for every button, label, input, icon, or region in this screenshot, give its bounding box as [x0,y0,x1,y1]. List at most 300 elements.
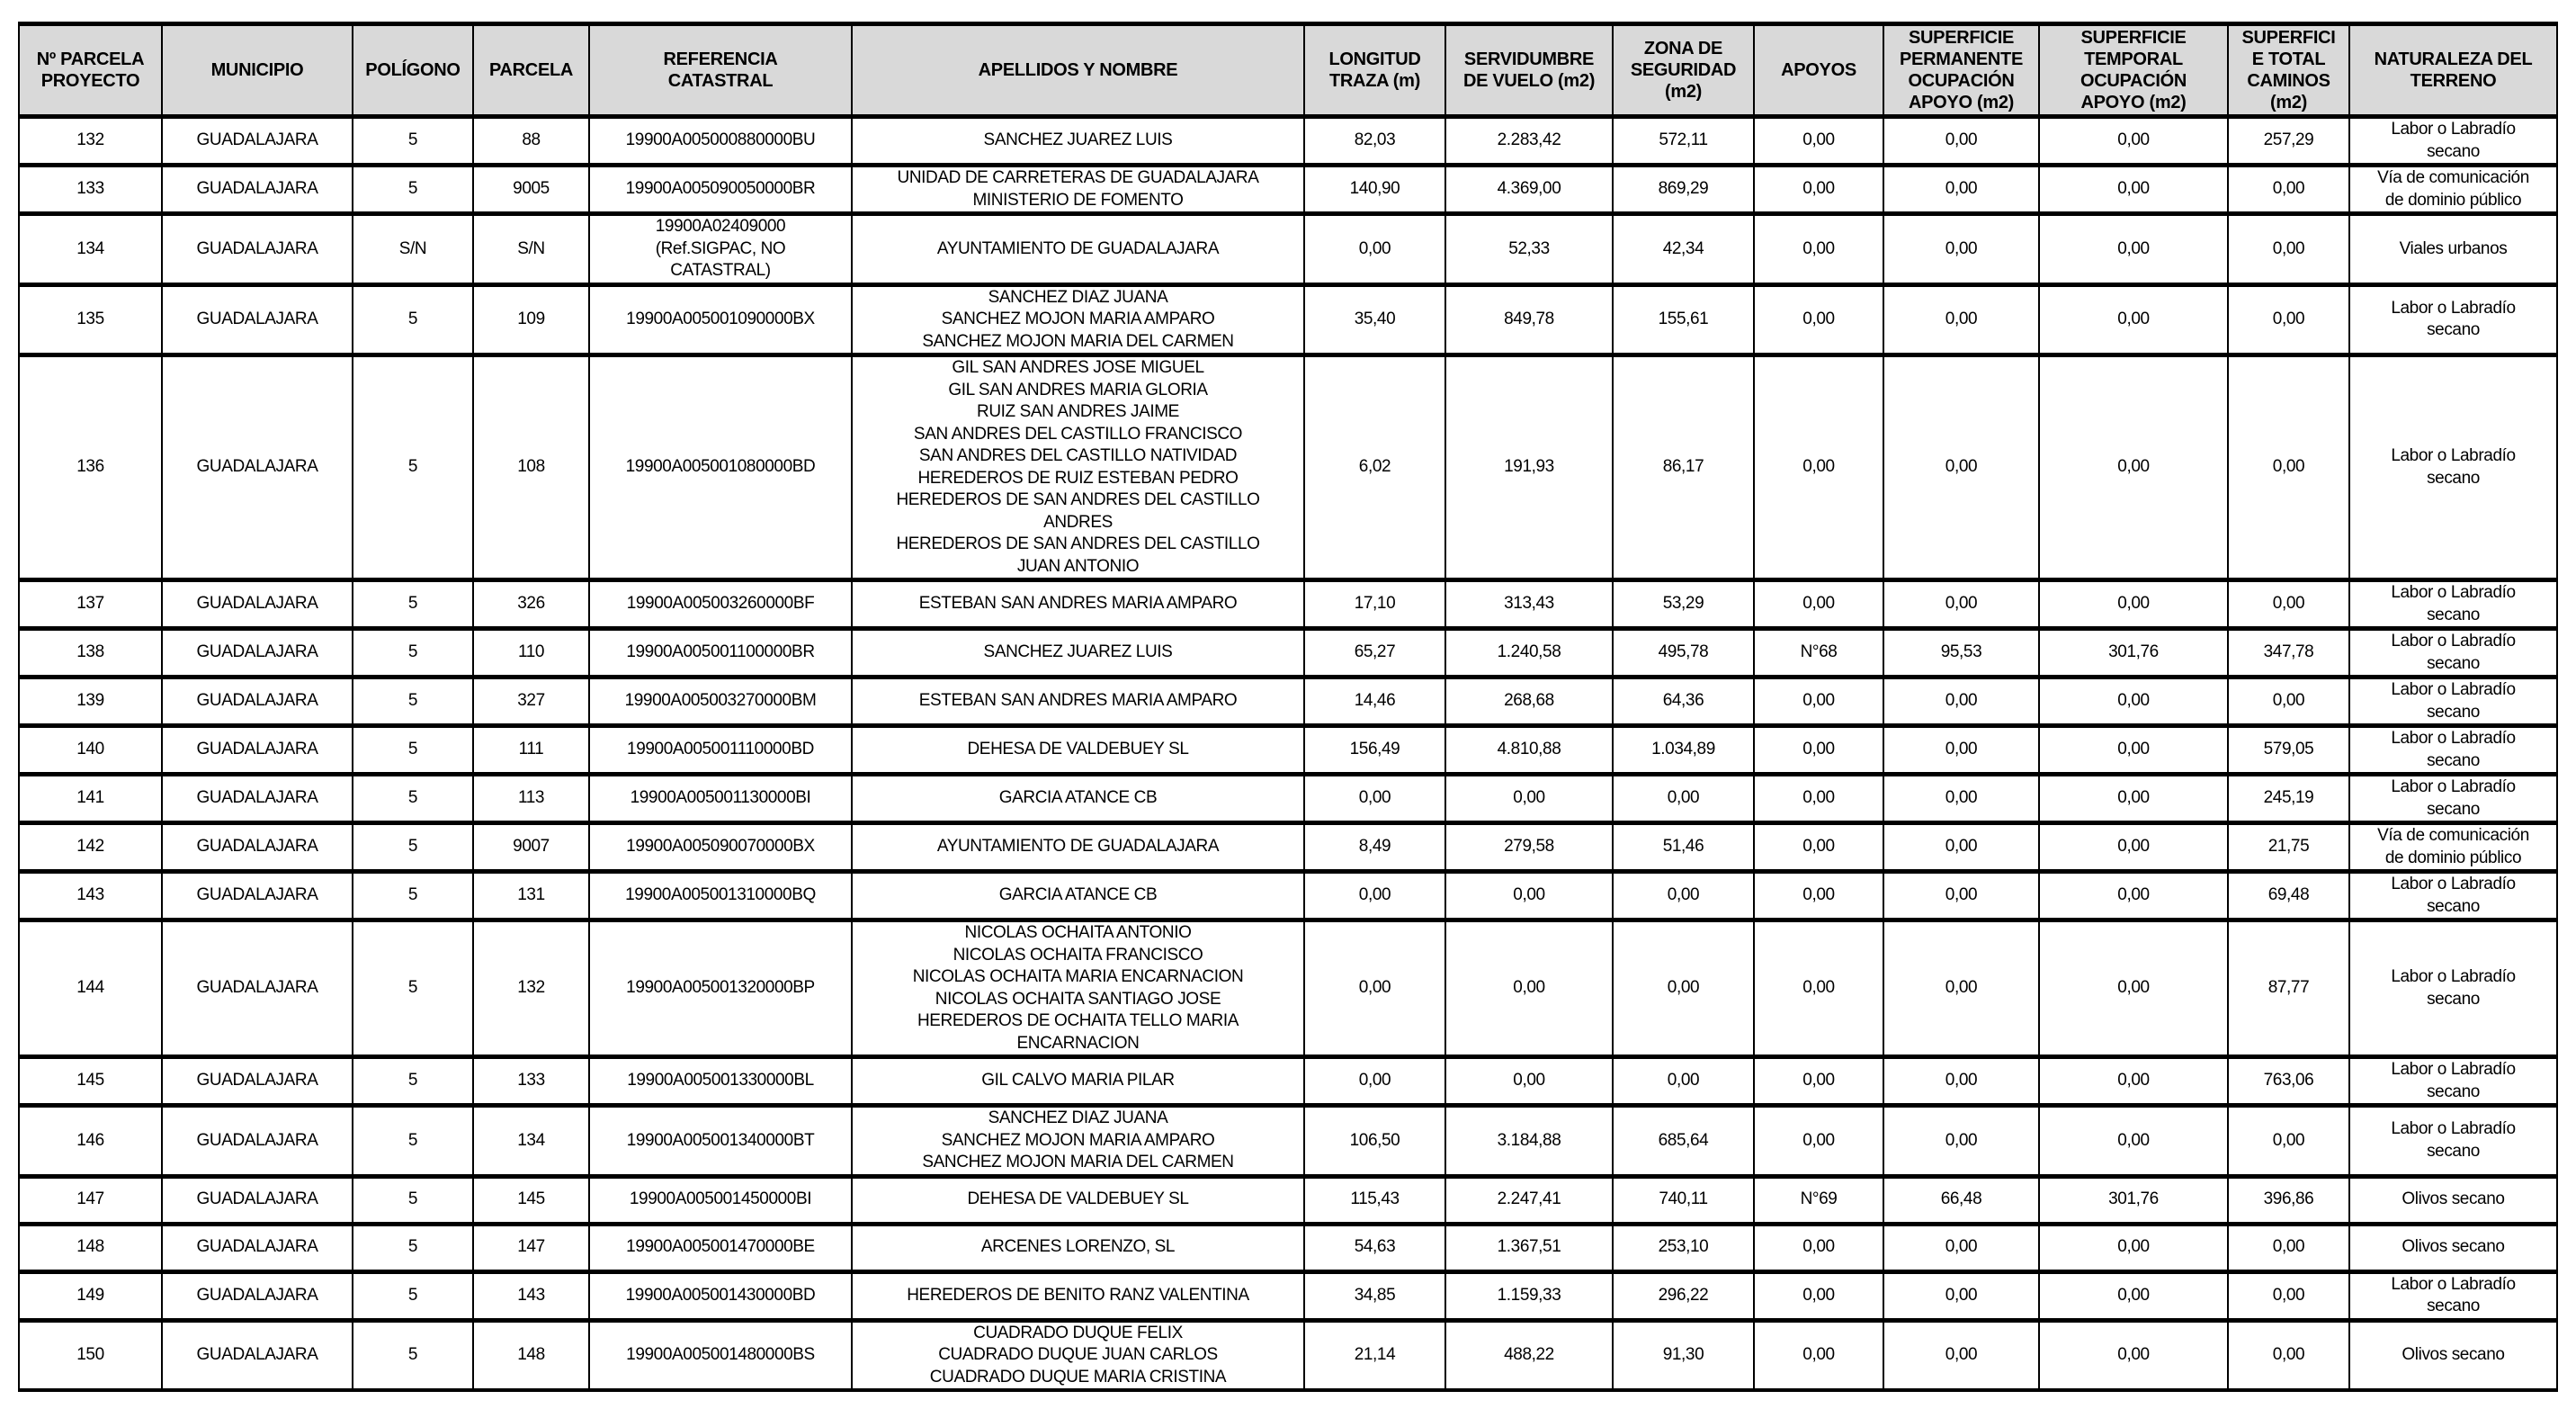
cell-zona-seguridad: 0,00 [1613,775,1754,823]
cell-apoyos: N°68 [1754,629,1883,678]
cell-servidumbre-vuelo: 1.367,51 [1445,1224,1613,1271]
cell-superficie-permanente: 0,00 [1883,166,2039,214]
table-row [19,1057,2557,1106]
parcel-table [18,22,2558,1392]
cell-municipio: GUADALAJARA [162,166,353,214]
cell-parcela: 147 [473,1224,589,1271]
cell-zona-seguridad: 53,29 [1613,580,1754,629]
cell-naturaleza-terreno: Labor o Labradío secano [2349,580,2557,629]
cell-zona-seguridad: 495,78 [1613,629,1754,678]
cell-naturaleza-terreno: Vía de comunicación de dominio público [2349,166,2557,214]
cell-apellidos-nombre: HEREDEROS DE BENITO RANZ VALENTINA [852,1271,1304,1320]
cell-parcela-proyecto: 149 [19,1271,162,1320]
cell-municipio: GUADALAJARA [162,823,353,872]
header-parcela-proyecto: Nº PARCELA PROYECTO [19,24,162,117]
cell-longitud-traza: 82,03 [1304,117,1445,166]
cell-superficie-temporal: 0,00 [2039,1320,2228,1390]
cell-apoyos: 0,00 [1754,117,1883,166]
cell-poligono: 5 [353,1176,473,1224]
table-row [19,775,2557,823]
cell-servidumbre-vuelo: 488,22 [1445,1320,1613,1390]
cell-referencia-catastral: 19900A005090070000BX [589,823,852,872]
cell-municipio: GUADALAJARA [162,1320,353,1390]
cell-parcela-proyecto: 137 [19,580,162,629]
cell-parcela: 145 [473,1176,589,1224]
cell-superficie-temporal: 0,00 [2039,1106,2228,1177]
cell-parcela-proyecto: 138 [19,629,162,678]
cell-superficie-permanente: 0,00 [1883,1320,2039,1390]
cell-servidumbre-vuelo: 191,93 [1445,355,1613,580]
cell-superficie-total-caminos: 0,00 [2228,214,2349,285]
table-row [19,823,2557,872]
header-poligono: POLÍGONO [353,24,473,117]
table-row [19,726,2557,775]
cell-parcela: 9005 [473,166,589,214]
cell-apoyos: 0,00 [1754,1106,1883,1177]
header-naturaleza-terreno: NATURALEZA DEL TERRENO [2349,24,2557,117]
cell-referencia-catastral: 19900A005001310000BQ [589,872,852,920]
cell-zona-seguridad: 1.034,89 [1613,726,1754,775]
cell-superficie-permanente: 0,00 [1883,823,2039,872]
cell-zona-seguridad: 869,29 [1613,166,1754,214]
cell-apellidos-nombre: GARCIA ATANCE CB [852,872,1304,920]
table-row [19,1176,2557,1224]
cell-servidumbre-vuelo: 2.283,42 [1445,117,1613,166]
cell-superficie-total-caminos: 87,77 [2228,920,2349,1057]
cell-parcela-proyecto: 132 [19,117,162,166]
cell-municipio: GUADALAJARA [162,1224,353,1271]
cell-parcela: 148 [473,1320,589,1390]
cell-superficie-total-caminos: 0,00 [2228,678,2349,726]
table-row [19,580,2557,629]
cell-naturaleza-terreno: Labor o Labradío secano [2349,1057,2557,1106]
cell-superficie-permanente: 0,00 [1883,1057,2039,1106]
cell-superficie-temporal: 301,76 [2039,629,2228,678]
cell-zona-seguridad: 155,61 [1613,284,1754,355]
cell-apellidos-nombre: ESTEBAN SAN ANDRES MARIA AMPARO [852,580,1304,629]
cell-apellidos-nombre: SANCHEZ DIAZ JUANA SANCHEZ MOJON MARIA AMPARO SANCHEZ MOJON MARIA DEL CARMEN [852,1106,1304,1177]
cell-poligono: 5 [353,166,473,214]
cell-servidumbre-vuelo: 1.240,58 [1445,629,1613,678]
cell-superficie-total-caminos: 579,05 [2228,726,2349,775]
cell-naturaleza-terreno: Labor o Labradío secano [2349,1106,2557,1177]
cell-parcela: 132 [473,920,589,1057]
cell-parcela: S/N [473,214,589,285]
cell-longitud-traza: 34,85 [1304,1271,1445,1320]
cell-apoyos: 0,00 [1754,580,1883,629]
cell-poligono: 5 [353,1106,473,1177]
cell-poligono: 5 [353,726,473,775]
cell-poligono: 5 [353,823,473,872]
cell-naturaleza-terreno: Labor o Labradío secano [2349,775,2557,823]
cell-parcela: 108 [473,355,589,580]
table-body [19,117,2557,1391]
cell-superficie-temporal: 0,00 [2039,823,2228,872]
cell-parcela: 9007 [473,823,589,872]
cell-superficie-permanente: 0,00 [1883,775,2039,823]
cell-parcela-proyecto: 147 [19,1176,162,1224]
table-row [19,678,2557,726]
cell-servidumbre-vuelo: 0,00 [1445,872,1613,920]
cell-superficie-total-caminos: 257,29 [2228,117,2349,166]
table-row [19,1320,2557,1390]
cell-servidumbre-vuelo: 268,68 [1445,678,1613,726]
cell-referencia-catastral: 19900A005001110000BD [589,726,852,775]
cell-apellidos-nombre: AYUNTAMIENTO DE GUADALAJARA [852,214,1304,285]
cell-naturaleza-terreno: Labor o Labradío secano [2349,872,2557,920]
cell-superficie-total-caminos: 69,48 [2228,872,2349,920]
cell-servidumbre-vuelo: 52,33 [1445,214,1613,285]
header-superficie-total-caminos: SUPERFICI E TOTAL CAMINOS (m2) [2228,24,2349,117]
cell-apoyos: 0,00 [1754,166,1883,214]
cell-naturaleza-terreno: Labor o Labradío secano [2349,629,2557,678]
cell-apoyos: 0,00 [1754,214,1883,285]
cell-naturaleza-terreno: Labor o Labradío secano [2349,117,2557,166]
cell-referencia-catastral: 19900A005001100000BR [589,629,852,678]
cell-parcela-proyecto: 143 [19,872,162,920]
cell-municipio: GUADALAJARA [162,1271,353,1320]
cell-referencia-catastral: 19900A005003260000BF [589,580,852,629]
cell-municipio: GUADALAJARA [162,117,353,166]
cell-poligono: 5 [353,1271,473,1320]
cell-poligono: 5 [353,117,473,166]
cell-longitud-traza: 140,90 [1304,166,1445,214]
cell-apoyos: 0,00 [1754,284,1883,355]
cell-poligono: 5 [353,629,473,678]
cell-parcela-proyecto: 146 [19,1106,162,1177]
cell-superficie-temporal: 0,00 [2039,1057,2228,1106]
cell-referencia-catastral: 19900A005000880000BU [589,117,852,166]
cell-parcela-proyecto: 140 [19,726,162,775]
cell-superficie-temporal: 0,00 [2039,1224,2228,1271]
cell-superficie-permanente: 0,00 [1883,580,2039,629]
cell-zona-seguridad: 0,00 [1613,872,1754,920]
cell-parcela-proyecto: 148 [19,1224,162,1271]
cell-superficie-temporal: 0,00 [2039,355,2228,580]
cell-apellidos-nombre: UNIDAD DE CARRETERAS DE GUADALAJARA MINISTERIO DE FOMENTO [852,166,1304,214]
cell-zona-seguridad: 253,10 [1613,1224,1754,1271]
cell-longitud-traza: 156,49 [1304,726,1445,775]
cell-longitud-traza: 54,63 [1304,1224,1445,1271]
cell-longitud-traza: 14,46 [1304,678,1445,726]
cell-poligono: 5 [353,872,473,920]
cell-apellidos-nombre: GARCIA ATANCE CB [852,775,1304,823]
cell-apellidos-nombre: AYUNTAMIENTO DE GUADALAJARA [852,823,1304,872]
cell-zona-seguridad: 0,00 [1613,920,1754,1057]
cell-parcela-proyecto: 144 [19,920,162,1057]
cell-naturaleza-terreno: Labor o Labradío secano [2349,920,2557,1057]
cell-referencia-catastral: 19900A005003270000BM [589,678,852,726]
cell-parcela: 111 [473,726,589,775]
cell-superficie-permanente: 66,48 [1883,1176,2039,1224]
cell-referencia-catastral: 19900A005001080000BD [589,355,852,580]
cell-naturaleza-terreno: Labor o Labradío secano [2349,355,2557,580]
cell-parcela-proyecto: 145 [19,1057,162,1106]
cell-longitud-traza: 17,10 [1304,580,1445,629]
cell-superficie-total-caminos: 245,19 [2228,775,2349,823]
cell-apellidos-nombre: DEHESA DE VALDEBUEY SL [852,1176,1304,1224]
cell-naturaleza-terreno: Labor o Labradío secano [2349,678,2557,726]
cell-servidumbre-vuelo: 279,58 [1445,823,1613,872]
cell-parcela: 113 [473,775,589,823]
cell-superficie-permanente: 0,00 [1883,355,2039,580]
cell-apellidos-nombre: GIL CALVO MARIA PILAR [852,1057,1304,1106]
cell-referencia-catastral: 19900A005001430000BD [589,1271,852,1320]
cell-municipio: GUADALAJARA [162,284,353,355]
cell-superficie-total-caminos: 0,00 [2228,1224,2349,1271]
cell-naturaleza-terreno: Labor o Labradío secano [2349,726,2557,775]
cell-naturaleza-terreno: Olivos secano [2349,1224,2557,1271]
cell-superficie-temporal: 0,00 [2039,214,2228,285]
header-referencia-catastral: REFERENCIA CATASTRAL [589,24,852,117]
cell-superficie-permanente: 0,00 [1883,726,2039,775]
cell-parcela: 134 [473,1106,589,1177]
header-superficie-permanente: SUPERFICIE PERMANENTE OCUPACIÓN APOYO (m2) [1883,24,2039,117]
cell-referencia-catastral: 19900A02409000 (Ref.SIGPAC, NO CATASTRAL) [589,214,852,285]
cell-superficie-temporal: 0,00 [2039,1271,2228,1320]
cell-superficie-total-caminos: 0,00 [2228,284,2349,355]
cell-superficie-permanente: 0,00 [1883,872,2039,920]
header-municipio: MUNICIPIO [162,24,353,117]
cell-apellidos-nombre: CUADRADO DUQUE FELIX CUADRADO DUQUE JUAN CARLOS CUADRADO DUQUE MARIA CRISTINA [852,1320,1304,1390]
cell-servidumbre-vuelo: 0,00 [1445,1057,1613,1106]
cell-servidumbre-vuelo: 3.184,88 [1445,1106,1613,1177]
table-row [19,166,2557,214]
cell-parcela-proyecto: 142 [19,823,162,872]
cell-servidumbre-vuelo: 313,43 [1445,580,1613,629]
cell-superficie-temporal: 0,00 [2039,872,2228,920]
cell-naturaleza-terreno: Olivos secano [2349,1176,2557,1224]
cell-parcela-proyecto: 133 [19,166,162,214]
cell-parcela: 143 [473,1271,589,1320]
cell-superficie-temporal: 0,00 [2039,726,2228,775]
cell-referencia-catastral: 19900A005001130000BI [589,775,852,823]
cell-poligono: 5 [353,284,473,355]
cell-municipio: GUADALAJARA [162,580,353,629]
cell-parcela: 110 [473,629,589,678]
cell-superficie-permanente: 0,00 [1883,214,2039,285]
cell-servidumbre-vuelo: 0,00 [1445,775,1613,823]
cell-apoyos: N°69 [1754,1176,1883,1224]
cell-referencia-catastral: 19900A005001470000BE [589,1224,852,1271]
cell-superficie-total-caminos: 0,00 [2228,166,2349,214]
cell-poligono: 5 [353,1224,473,1271]
table-row [19,117,2557,166]
cell-apoyos: 0,00 [1754,872,1883,920]
cell-parcela: 109 [473,284,589,355]
cell-zona-seguridad: 64,36 [1613,678,1754,726]
cell-superficie-temporal: 0,00 [2039,775,2228,823]
cell-longitud-traza: 0,00 [1304,872,1445,920]
cell-superficie-total-caminos: 0,00 [2228,580,2349,629]
cell-parcela-proyecto: 150 [19,1320,162,1390]
cell-zona-seguridad: 685,64 [1613,1106,1754,1177]
cell-servidumbre-vuelo: 0,00 [1445,920,1613,1057]
cell-apellidos-nombre: SANCHEZ DIAZ JUANA SANCHEZ MOJON MARIA AMPARO SANCHEZ MOJON MARIA DEL CARMEN [852,284,1304,355]
cell-referencia-catastral: 19900A005001320000BP [589,920,852,1057]
cell-parcela: 88 [473,117,589,166]
cell-superficie-temporal: 0,00 [2039,920,2228,1057]
cell-poligono: S/N [353,214,473,285]
cell-zona-seguridad: 91,30 [1613,1320,1754,1390]
cell-longitud-traza: 35,40 [1304,284,1445,355]
table-row [19,1106,2557,1177]
table-row [19,920,2557,1057]
cell-parcela-proyecto: 136 [19,355,162,580]
cell-referencia-catastral: 19900A005001480000BS [589,1320,852,1390]
cell-parcela-proyecto: 135 [19,284,162,355]
cell-superficie-permanente: 0,00 [1883,1271,2039,1320]
cell-municipio: GUADALAJARA [162,678,353,726]
cell-poligono: 5 [353,775,473,823]
cell-parcela: 327 [473,678,589,726]
table-row [19,629,2557,678]
header-longitud-traza: LONGITUD TRAZA (m) [1304,24,1445,117]
cell-zona-seguridad: 296,22 [1613,1271,1754,1320]
cell-poligono: 5 [353,355,473,580]
cell-longitud-traza: 0,00 [1304,920,1445,1057]
header-apoyos: APOYOS [1754,24,1883,117]
cell-parcela: 133 [473,1057,589,1106]
header-apellidos-nombre: APELLIDOS Y NOMBRE [852,24,1304,117]
cell-municipio: GUADALAJARA [162,1106,353,1177]
cell-superficie-temporal: 301,76 [2039,1176,2228,1224]
cell-superficie-total-caminos: 0,00 [2228,1271,2349,1320]
cell-apellidos-nombre: SANCHEZ JUAREZ LUIS [852,629,1304,678]
cell-municipio: GUADALAJARA [162,920,353,1057]
cell-superficie-total-caminos: 21,75 [2228,823,2349,872]
cell-superficie-total-caminos: 0,00 [2228,1320,2349,1390]
header-superficie-temporal: SUPERFICIE TEMPORAL OCUPACIÓN APOYO (m2) [2039,24,2228,117]
cell-referencia-catastral: 19900A005001450000BI [589,1176,852,1224]
cell-parcela: 131 [473,872,589,920]
cell-superficie-temporal: 0,00 [2039,678,2228,726]
cell-superficie-permanente: 95,53 [1883,629,2039,678]
cell-longitud-traza: 21,14 [1304,1320,1445,1390]
cell-zona-seguridad: 51,46 [1613,823,1754,872]
cell-superficie-total-caminos: 0,00 [2228,1106,2349,1177]
cell-superficie-permanente: 0,00 [1883,1224,2039,1271]
cell-poligono: 5 [353,920,473,1057]
cell-apoyos: 0,00 [1754,678,1883,726]
cell-superficie-total-caminos: 347,78 [2228,629,2349,678]
table-row [19,872,2557,920]
cell-referencia-catastral: 19900A005001330000BL [589,1057,852,1106]
cell-municipio: GUADALAJARA [162,355,353,580]
cell-municipio: GUADALAJARA [162,775,353,823]
cell-naturaleza-terreno: Labor o Labradío secano [2349,1271,2557,1320]
cell-municipio: GUADALAJARA [162,726,353,775]
cell-zona-seguridad: 42,34 [1613,214,1754,285]
header-zona-seguridad: ZONA DE SEGURIDAD (m2) [1613,24,1754,117]
cell-superficie-permanente: 0,00 [1883,117,2039,166]
cell-apoyos: 0,00 [1754,775,1883,823]
cell-servidumbre-vuelo: 4.810,88 [1445,726,1613,775]
cell-servidumbre-vuelo: 2.247,41 [1445,1176,1613,1224]
cell-apellidos-nombre: GIL SAN ANDRES JOSE MIGUEL GIL SAN ANDRES MARIA GLORIA RUIZ SAN ANDRES JAIME SAN ANDRES DEL CASTILLO FRANCISCO SAN ANDRES DEL CASTILLO NATIVIDAD HEREDEROS DE RUIZ ESTEBAN PEDRO HEREDEROS DE SAN ANDRES DEL CASTILLO ANDRES HEREDEROS DE SAN ANDRES DEL CASTILLO JUAN ANTONIO [852,355,1304,580]
cell-zona-seguridad: 572,11 [1613,117,1754,166]
cell-parcela-proyecto: 141 [19,775,162,823]
cell-naturaleza-terreno: Olivos secano [2349,1320,2557,1390]
cell-longitud-traza: 115,43 [1304,1176,1445,1224]
cell-referencia-catastral: 19900A005090050000BR [589,166,852,214]
cell-municipio: GUADALAJARA [162,214,353,285]
cell-poligono: 5 [353,1057,473,1106]
cell-poligono: 5 [353,678,473,726]
cell-apoyos: 0,00 [1754,1320,1883,1390]
cell-apellidos-nombre: DEHESA DE VALDEBUEY SL [852,726,1304,775]
cell-zona-seguridad: 0,00 [1613,1057,1754,1106]
table-row [19,1224,2557,1271]
cell-superficie-permanente: 0,00 [1883,284,2039,355]
table-row [19,355,2557,580]
cell-superficie-temporal: 0,00 [2039,580,2228,629]
cell-longitud-traza: 0,00 [1304,214,1445,285]
cell-naturaleza-terreno: Vía de comunicación de dominio público [2349,823,2557,872]
cell-longitud-traza: 65,27 [1304,629,1445,678]
cell-municipio: GUADALAJARA [162,1057,353,1106]
cell-referencia-catastral: 19900A005001340000BT [589,1106,852,1177]
cell-municipio: GUADALAJARA [162,1176,353,1224]
cell-apellidos-nombre: ARCENES LORENZO, SL [852,1224,1304,1271]
cell-superficie-permanente: 0,00 [1883,1106,2039,1177]
cell-poligono: 5 [353,580,473,629]
header-parcela: PARCELA [473,24,589,117]
table-header-row [19,24,2557,117]
cell-apoyos: 0,00 [1754,355,1883,580]
cell-superficie-permanente: 0,00 [1883,678,2039,726]
table-row [19,284,2557,355]
cell-zona-seguridad: 86,17 [1613,355,1754,580]
cell-longitud-traza: 0,00 [1304,775,1445,823]
cell-apoyos: 0,00 [1754,726,1883,775]
cell-superficie-temporal: 0,00 [2039,166,2228,214]
cell-apellidos-nombre: ESTEBAN SAN ANDRES MARIA AMPARO [852,678,1304,726]
cell-longitud-traza: 6,02 [1304,355,1445,580]
cell-superficie-permanente: 0,00 [1883,920,2039,1057]
cell-municipio: GUADALAJARA [162,629,353,678]
cell-apoyos: 0,00 [1754,920,1883,1057]
cell-apellidos-nombre: NICOLAS OCHAITA ANTONIO NICOLAS OCHAITA FRANCISCO NICOLAS OCHAITA MARIA ENCARNACION NICOLAS OCHAITA SANTIAGO JOSE HEREDEROS DE OCHAITA TELLO MARIA ENCARNACION [852,920,1304,1057]
cell-naturaleza-terreno: Viales urbanos [2349,214,2557,285]
cell-parcela-proyecto: 134 [19,214,162,285]
header-servidumbre-vuelo: SERVIDUMBRE DE VUELO (m2) [1445,24,1613,117]
cell-superficie-total-caminos: 763,06 [2228,1057,2349,1106]
cell-superficie-total-caminos: 396,86 [2228,1176,2349,1224]
cell-longitud-traza: 0,00 [1304,1057,1445,1106]
cell-superficie-total-caminos: 0,00 [2228,355,2349,580]
cell-zona-seguridad: 740,11 [1613,1176,1754,1224]
cell-apoyos: 0,00 [1754,1224,1883,1271]
cell-naturaleza-terreno: Labor o Labradío secano [2349,284,2557,355]
cell-apoyos: 0,00 [1754,1271,1883,1320]
cell-servidumbre-vuelo: 4.369,00 [1445,166,1613,214]
cell-referencia-catastral: 19900A005001090000BX [589,284,852,355]
cell-superficie-temporal: 0,00 [2039,117,2228,166]
cell-longitud-traza: 106,50 [1304,1106,1445,1177]
cell-servidumbre-vuelo: 1.159,33 [1445,1271,1613,1320]
cell-parcela-proyecto: 139 [19,678,162,726]
cell-apellidos-nombre: SANCHEZ JUAREZ LUIS [852,117,1304,166]
cell-poligono: 5 [353,1320,473,1390]
cell-servidumbre-vuelo: 849,78 [1445,284,1613,355]
table-row [19,1271,2557,1320]
cell-superficie-temporal: 0,00 [2039,284,2228,355]
cell-parcela: 326 [473,580,589,629]
cell-apoyos: 0,00 [1754,1057,1883,1106]
cell-apoyos: 0,00 [1754,823,1883,872]
table-row [19,214,2557,285]
